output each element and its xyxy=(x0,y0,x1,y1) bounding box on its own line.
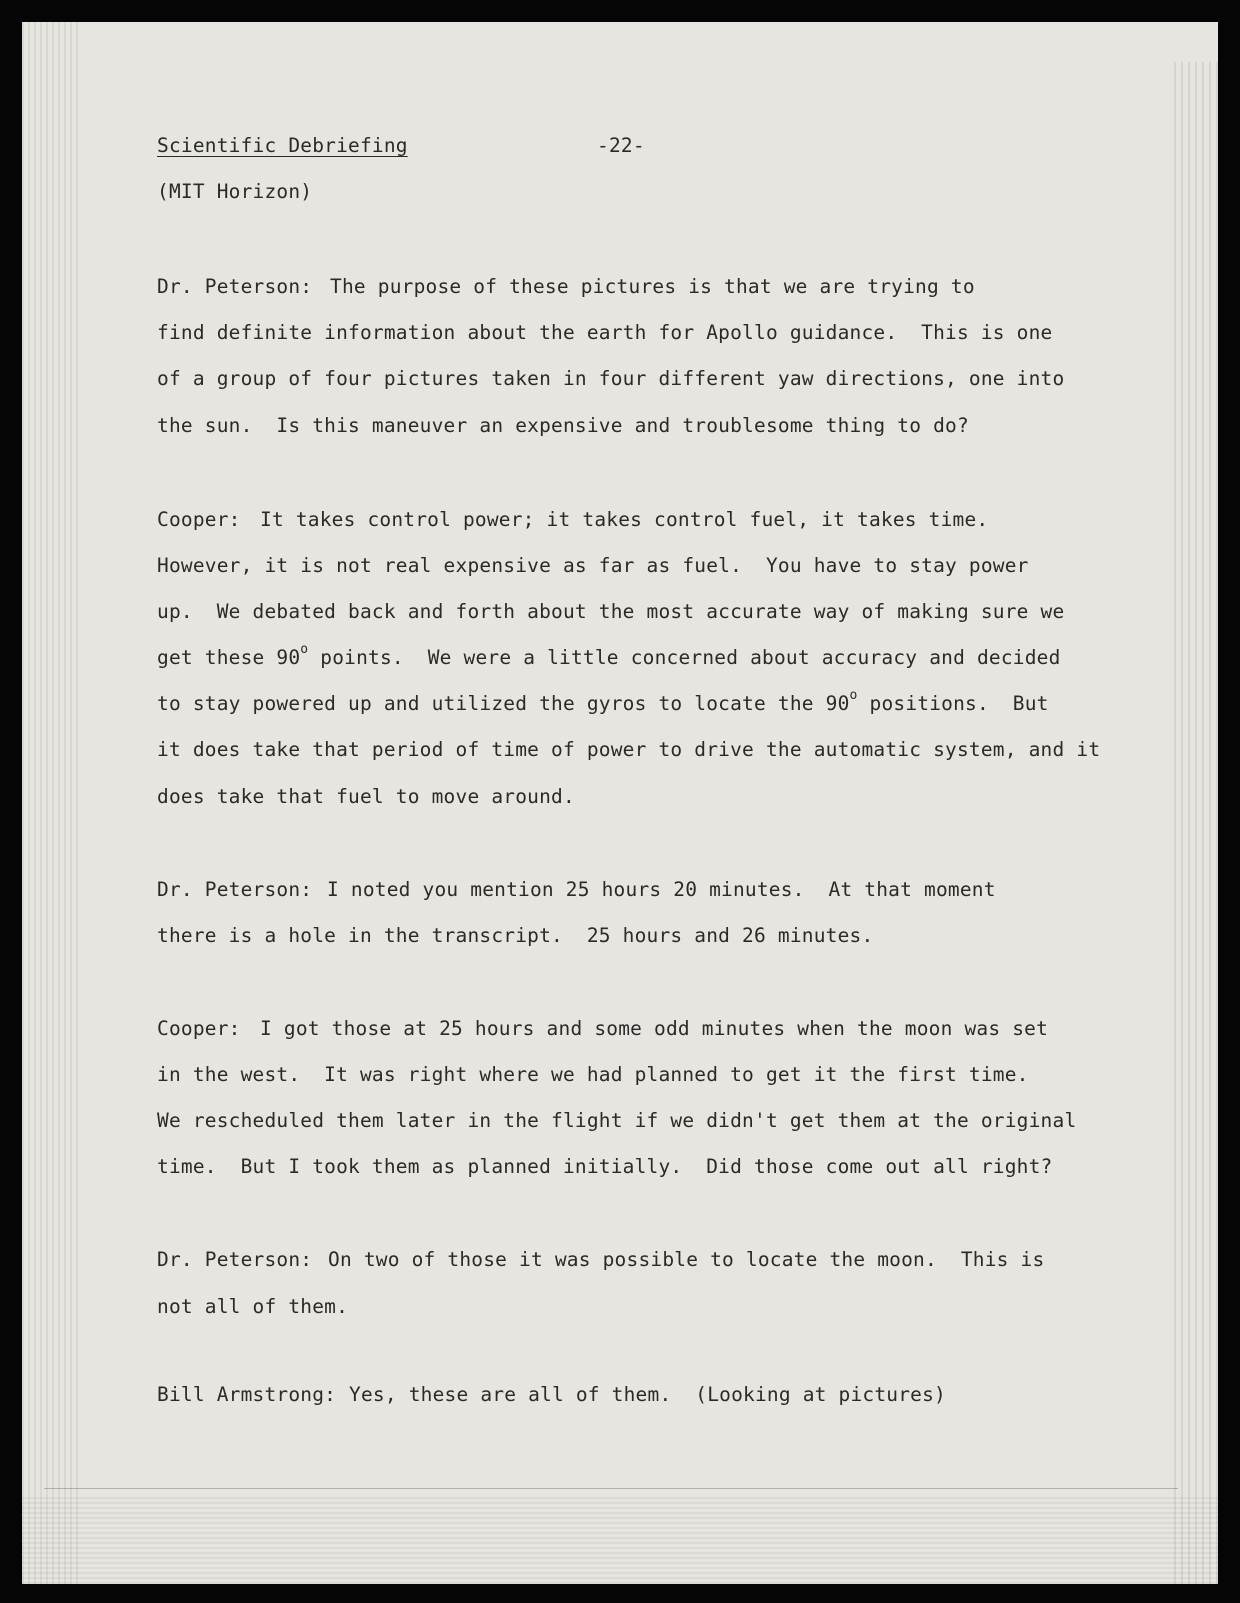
transcript-line: in the west. It was right where we had planned to get it the first time. xyxy=(157,1063,1029,1086)
transcript-line: not all of them. xyxy=(157,1295,349,1318)
speaker-label: Dr. Peterson: xyxy=(157,878,313,901)
transcript-line: up. We debated back and forth about the most accurate way of making sure we xyxy=(157,600,1065,623)
degree-symbol: o xyxy=(300,642,309,657)
transcript-line: I noted you mention 25 hours 20 minutes. At that moment xyxy=(327,878,996,901)
transcript-text: get these 90 xyxy=(157,646,301,669)
transcript-line xyxy=(157,642,1061,669)
page-text xyxy=(22,22,1218,1584)
transcript-line: does take that fuel to move around. xyxy=(157,785,575,808)
transcript-text: points. We were a little concerned about accuracy and decided xyxy=(308,646,1061,669)
speaker-label: Bill Armstrong: xyxy=(157,1383,337,1406)
document-title: Scientific Debriefing xyxy=(157,134,408,157)
transcript-line: time. But I took them as planned initially. Did those come out all right? xyxy=(157,1155,1053,1178)
document-subtitle: (MIT Horizon) xyxy=(157,180,313,203)
transcript-line xyxy=(157,688,1049,715)
transcript-line: I got those at 25 hours and some odd minutes when the moon was set xyxy=(260,1017,1049,1040)
document-page xyxy=(22,22,1218,1584)
speaker-label: Dr. Peterson: xyxy=(157,1248,313,1271)
transcript-line: of a group of four pictures taken in four different yaw directions, one into xyxy=(157,367,1065,390)
transcript-line: The purpose of these pictures is that we are trying to xyxy=(330,275,975,298)
page-number: -22- xyxy=(597,134,645,157)
speaker-label: Cooper: xyxy=(157,508,241,531)
transcript-line: It takes control power; it takes control fuel, it takes time. xyxy=(260,508,989,531)
transcript-line: it does take that period of time of power to drive the automatic system, and it xyxy=(157,738,1101,761)
transcript-text: to stay powered up and utilized the gyros to locate the 90 xyxy=(157,692,850,715)
speaker-label: Dr. Peterson: xyxy=(157,275,313,298)
transcript-line: On two of those it was possible to locate the moon. This is xyxy=(328,1248,1045,1271)
transcript-line: We rescheduled them later in the flight if we didn't get them at the original xyxy=(157,1109,1077,1132)
degree-symbol: o xyxy=(849,688,858,703)
transcript-text: positions. But xyxy=(857,692,1049,715)
transcript-line: Yes, these are all of them. (Looking at pictures) xyxy=(349,1383,946,1406)
speaker-label: Cooper: xyxy=(157,1017,241,1040)
transcript-line: find definite information about the earth for Apollo guidance. This is one xyxy=(157,321,1053,344)
transcript-line: However, it is not real expensive as far as fuel. You have to stay power xyxy=(157,554,1029,577)
transcript-line: there is a hole in the transcript. 25 hours and 26 minutes. xyxy=(157,924,874,947)
transcript-line: the sun. Is this maneuver an expensive and troublesome thing to do? xyxy=(157,414,969,437)
